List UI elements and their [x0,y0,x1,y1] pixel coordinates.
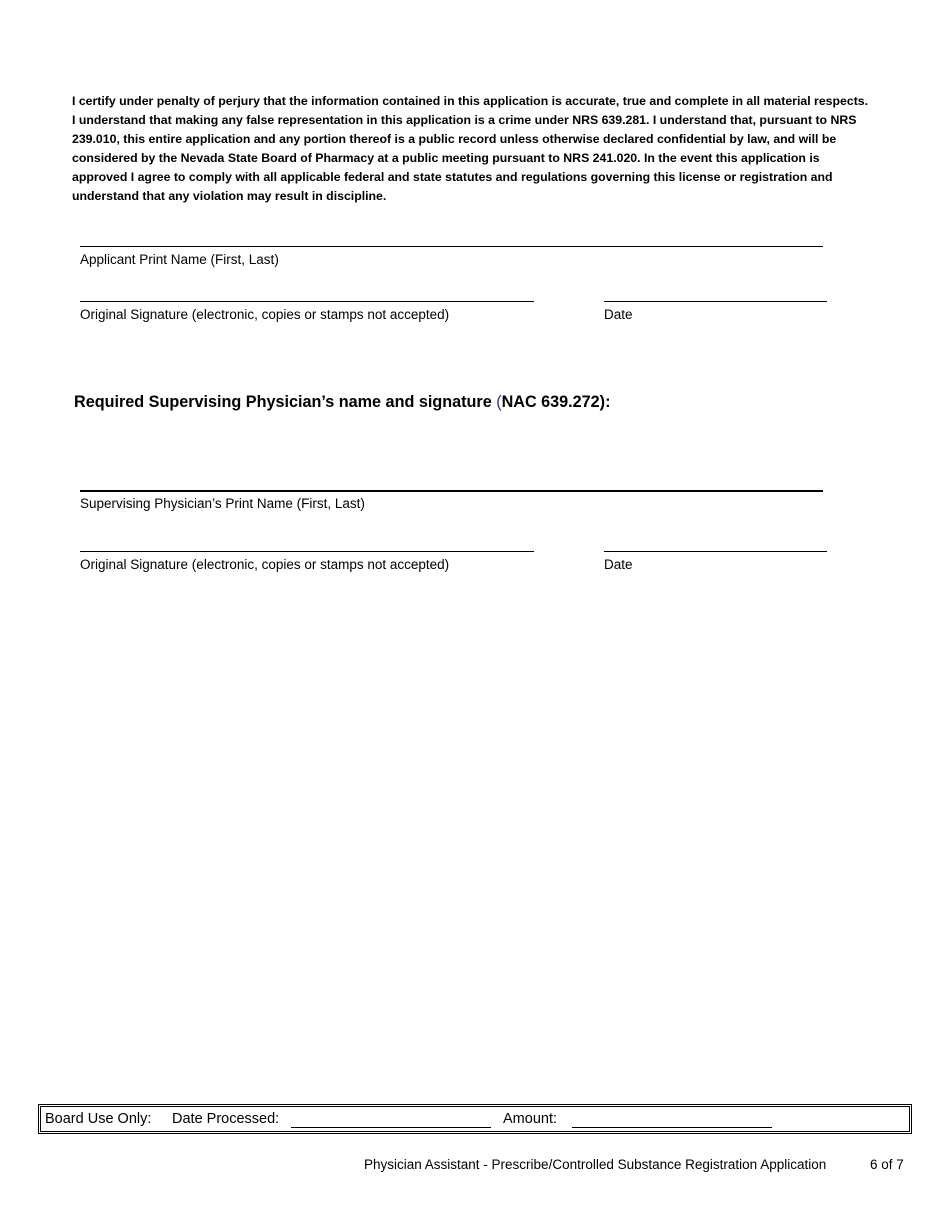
certification-statement: I certify under penalty of perjury that the information contained in this application is accurate, true and complete in all material respects. I understand that making any false representation in this application is a crime under NRS 639.281. I understand that, pursuant to NRS 239.010, this entire application and any portion thereof is a public record unless otherwise declared confidential by law, and will be considered by the Nevada State Board of Pharmacy at a public meeting pursuant to NRS 241.020. In the event this application is approved I agree to comply with all applicable federal and state statutes and regulations governing this license or registration and understand that any violation may result in discipline. [72,94,869,203]
footer-title: Physician Assistant - Prescribe/Controlled Substance Registration Application [364,1157,827,1172]
heading-ref-text: NAC 639.272): [501,393,611,411]
heading-main-text: Required Supervising Physician’s name and signature [74,393,497,411]
supervising-signature-line[interactable] [80,551,534,552]
applicant-print-name-line[interactable] [80,246,823,247]
supervising-print-name-line[interactable] [80,490,823,492]
board-use-only-label: Board Use Only: [45,1111,152,1127]
date-processed-line[interactable] [291,1127,491,1128]
applicant-print-name-label: Applicant Print Name (First, Last) [80,252,279,267]
amount-line[interactable] [572,1127,772,1128]
supervising-print-name-label: Supervising Physician’s Print Name (First, Last) [80,496,365,511]
heading-paren: ( [496,393,502,411]
applicant-date-line[interactable] [604,301,827,302]
board-use-only-box [38,1104,912,1134]
applicant-date-label: Date [604,307,633,322]
supervising-signature-label: Original Signature (electronic, copies or stamps not accepted) [80,557,450,572]
supervising-date-label: Date [604,557,633,572]
applicant-signature-label: Original Signature (electronic, copies or stamps not accepted) [80,307,450,322]
applicant-signature-line[interactable] [80,301,534,302]
amount-label: Amount: [503,1111,557,1127]
supervising-physician-heading [74,391,610,413]
date-processed-label: Date Processed: [172,1111,280,1127]
supervising-date-line[interactable] [604,551,827,552]
footer-page-number: 6 of 7 [870,1157,904,1172]
